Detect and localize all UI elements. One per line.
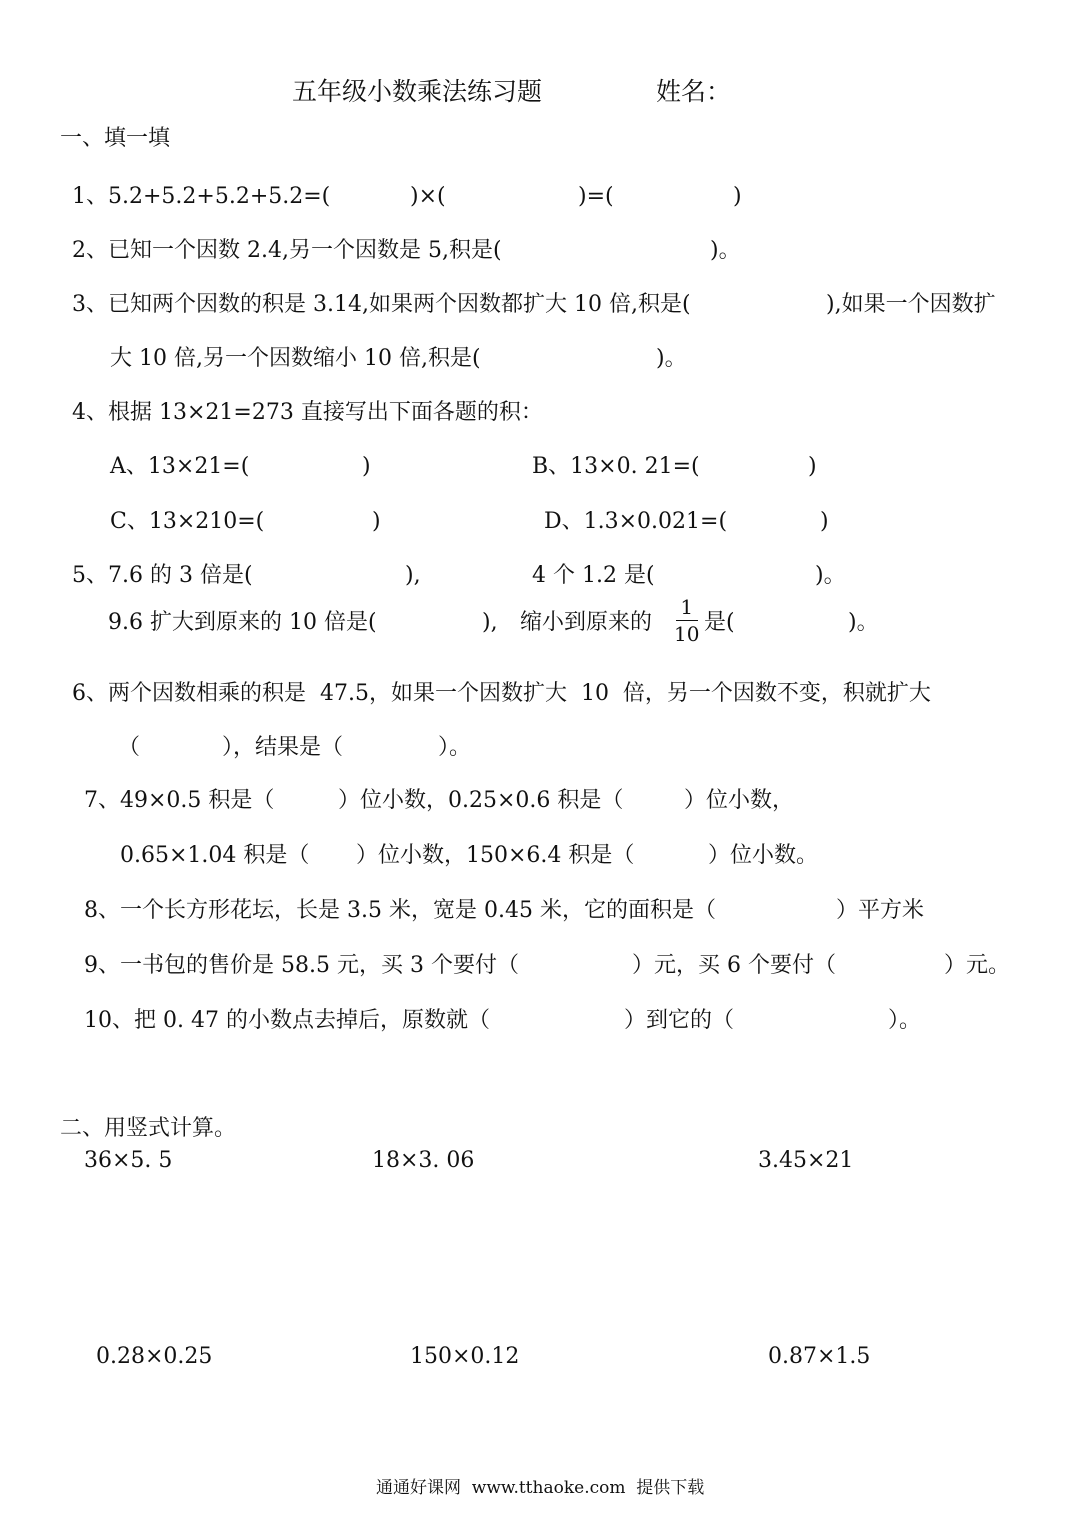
q1-part-b: )×(: [410, 184, 446, 209]
q5-c: 4 个 1.2 是(: [532, 563, 655, 588]
footer-credit: 通通好课网 www.tthaoke.com 提供下载: [376, 1478, 705, 1498]
q10-text: 10、把 0. 47 的小数点去掉后，原数就（: [84, 1008, 490, 1033]
q9-end: ）元。: [944, 953, 1011, 978]
q5-d: )。: [815, 563, 846, 588]
q7-c: ）位小数，: [684, 788, 795, 813]
q7-e: ）位小数，150×6.4 积是（: [356, 843, 635, 868]
q8-text: 8、一个长方形花坛，长是 3.5 米，宽是 0.45 米，它的面积是（: [84, 898, 716, 923]
q5-fraction: [674, 597, 699, 644]
q1-part-c: )=(: [578, 184, 614, 209]
fraction-bar: [676, 620, 698, 621]
q1-part-d: ): [733, 184, 742, 209]
q4-intro: 4、根据 13×21=273 直接写出下面各题的积：: [72, 400, 543, 425]
q6-result: ），结果是（: [222, 735, 344, 760]
calc-problem-2: 18×3. 06: [372, 1148, 475, 1173]
q9-mid: ）元，买 6 个要付（: [632, 953, 836, 978]
q3-line2-close: )。: [656, 346, 687, 371]
q5-a: 5、7.6 的 3 倍是(: [72, 563, 253, 588]
q5-h: 是(: [704, 610, 735, 635]
section2-heading: 二、用竖式计算。: [60, 1116, 237, 1141]
fraction-denominator: 10: [674, 622, 700, 646]
q3-line2: 大 10 倍,另一个因数缩小 10 倍,积是(: [110, 346, 481, 371]
q7-d: 0.65×1.04 积是（: [120, 843, 310, 868]
q4-b-close: ): [808, 454, 817, 479]
q2-close: )。: [710, 238, 741, 263]
q7-b: ）位小数，0.25×0.6 积是（: [338, 788, 624, 813]
q4-c: C、13×210=(: [110, 509, 265, 534]
q9-text: 9、一书包的售价是 58.5 元，买 3 个要付（: [84, 953, 519, 978]
q5-g: 缩小到原来的: [520, 610, 653, 635]
q5-f: ),: [482, 610, 498, 635]
q4-d: D、1.3×0.021=(: [544, 509, 728, 534]
calc-problem-1: 36×5. 5: [84, 1148, 173, 1173]
q3-text: 3、已知两个因数的积是 3.14,如果两个因数都扩大 10 倍,积是(: [72, 292, 691, 317]
q4-a-close: ): [362, 454, 371, 479]
q6-open: （: [118, 735, 141, 760]
q10-mid: ）到它的（: [624, 1008, 735, 1033]
q4-b: B、13×0. 21=(: [532, 454, 700, 479]
q4-a: A、13×21=(: [110, 454, 250, 479]
q4-c-close: ): [372, 509, 381, 534]
calc-problem-4: 0.28×0.25: [96, 1344, 213, 1369]
q7-f: ）位小数。: [708, 843, 819, 868]
calc-problem-5: 150×0.12: [410, 1344, 520, 1369]
calc-problem-3: 3.45×21: [758, 1148, 854, 1173]
q3-text-cont: ),如果一个因数扩: [826, 292, 996, 317]
q5-b: ),: [405, 563, 421, 588]
q6-text: 6、两个因数相乘的积是 47.5，如果一个因数扩大 10 倍，另一个因数不变，积就扩大: [72, 681, 931, 706]
q4-d-close: ): [820, 509, 829, 534]
q5-e: 9.6 扩大到原来的 10 倍是(: [108, 610, 377, 635]
q5-i: )。: [848, 610, 879, 635]
q10-end: ）。: [888, 1008, 922, 1033]
section1-heading: 一、填一填: [60, 126, 171, 151]
q7-a: 7、49×0.5 积是（: [84, 788, 275, 813]
fraction-numerator: 1: [680, 595, 694, 619]
q8-unit: ）平方米: [836, 898, 925, 923]
calc-problem-6: 0.87×1.5: [768, 1344, 871, 1369]
name-label: 姓名：: [656, 77, 732, 106]
q2-text: 2、已知一个因数 2.4,另一个因数是 5,积是(: [72, 238, 502, 263]
worksheet-title: 五年级小数乘法练习题: [292, 77, 543, 106]
q1-part-a: 1、5.2+5.2+5.2+5.2=(: [72, 184, 331, 209]
q6-close: ）。: [438, 735, 472, 760]
